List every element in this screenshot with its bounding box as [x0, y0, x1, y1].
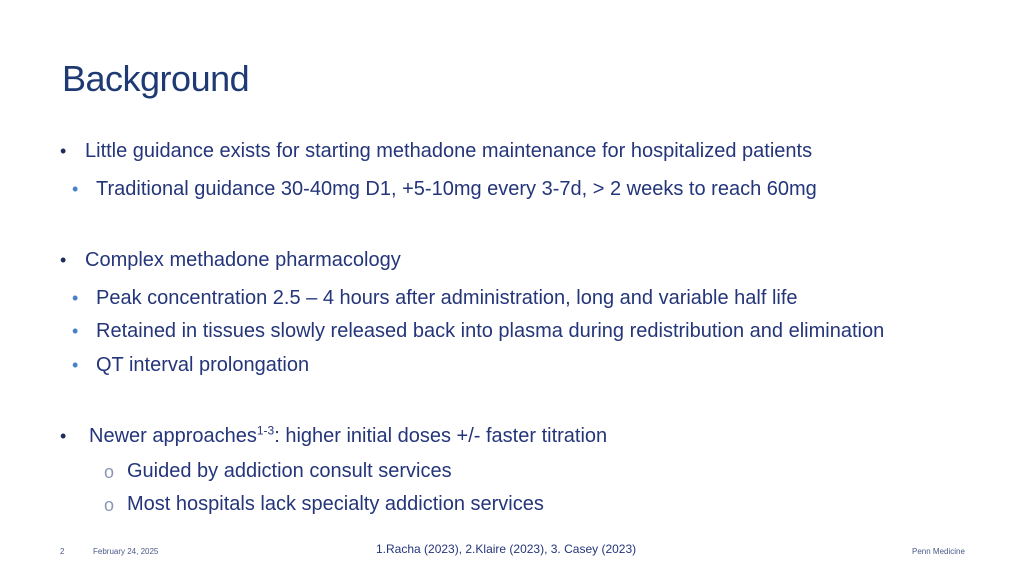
bullet-text: Complex methadone pharmacology [85, 249, 401, 271]
sub-bullet-marker: • [72, 355, 79, 375]
bullet-marker: • [60, 141, 67, 161]
bullet-text-main: Newer approaches [89, 425, 257, 447]
bullet-text [89, 425, 607, 448]
sub-bullet-marker: o [104, 495, 115, 515]
footer-brand: Penn Medicine [912, 547, 965, 556]
sub-bullet-marker: • [72, 288, 79, 308]
sub-bullet-text: Traditional guidance 30-40mg D1, +5-10mg every 3-7d, > 2 weeks to reach 60mg [96, 178, 817, 200]
sub-bullet-marker: o [104, 462, 115, 482]
page-number: 2 [60, 547, 65, 556]
bullet-marker: • [60, 250, 67, 270]
bullet-text-rest: : higher initial doses +/- faster titration [274, 425, 608, 447]
slide-title: Background [62, 58, 250, 99]
sub-bullet-marker: • [72, 179, 79, 199]
references: 1.Racha (2023), 2.Klaire (2023), 3. Casey (2023) [376, 542, 637, 556]
sub-bullet-text: Retained in tissues slowly released back into plasma during redistribution and elimination [96, 320, 885, 342]
bullet-text: Little guidance exists for starting methadone maintenance for hospitalized patients [85, 140, 813, 162]
footer-date: February 24, 2025 [93, 547, 159, 556]
sub-bullet-text: Most hospitals lack specialty addiction services [127, 493, 544, 515]
sub-bullet-text: QT interval prolongation [96, 354, 310, 376]
bullet-marker: • [60, 426, 67, 446]
sub-bullet-text: Peak concentration 2.5 – 4 hours after administration, long and variable half life [96, 287, 798, 309]
sub-bullet-text: Guided by addiction consult services [127, 460, 452, 482]
citation-superscript: 1-3 [256, 423, 275, 438]
sub-bullet-marker: • [72, 321, 79, 341]
